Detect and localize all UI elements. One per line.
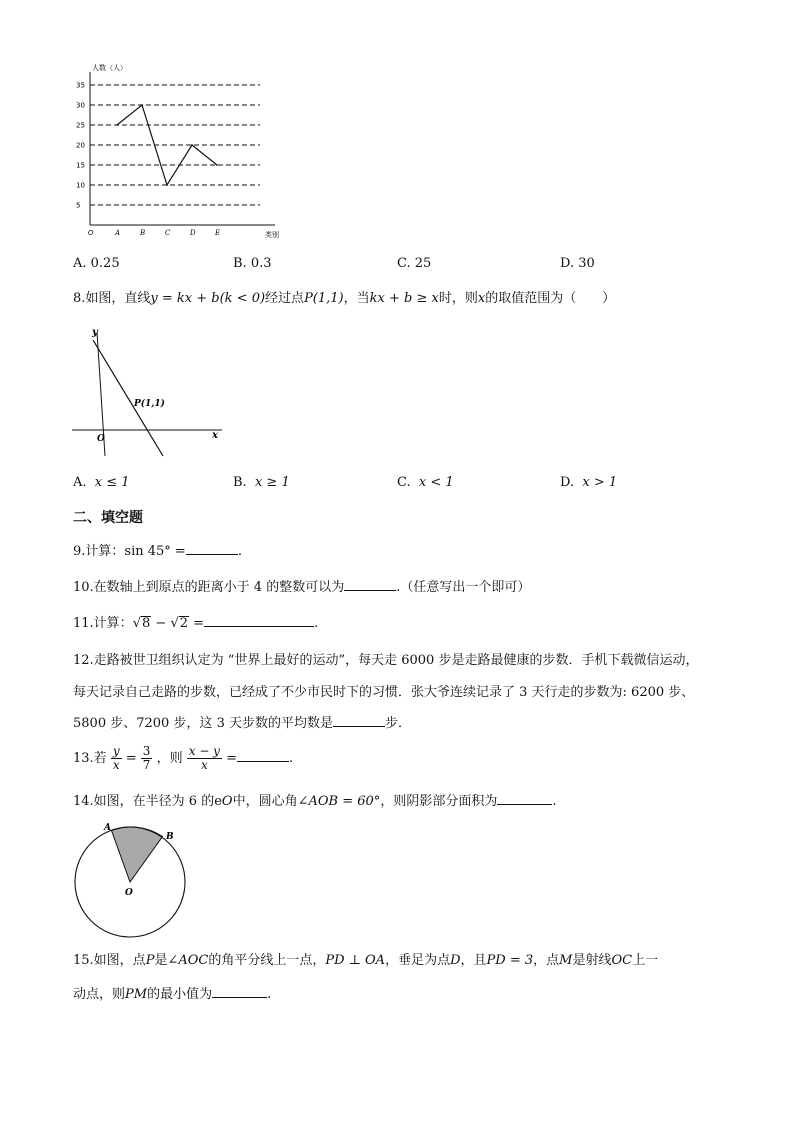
x-tick-label-d: D bbox=[190, 229, 196, 237]
y-tick-label: 25 bbox=[76, 121, 85, 130]
q12-line1: 12.走路被世卫组织认定为 “世界上最好的运动”，每天走 6000 步是走路最健康的步数．手机下载微信运动， bbox=[73, 653, 699, 668]
q13-blank[interactable] bbox=[237, 749, 289, 762]
q7-line-chart bbox=[70, 60, 290, 245]
x-tick-labels bbox=[114, 104, 220, 237]
q15-line2: 动点，则PM的最小值为 . bbox=[73, 987, 272, 1002]
q12-line3: 5800 步、7200 步，这 3 天步数的平均数是 步． bbox=[73, 716, 411, 731]
q7-option-c[interactable]: C. 25 bbox=[397, 256, 432, 271]
q9: 9.计算：sin 45° = . bbox=[73, 544, 242, 559]
y-tick-label: 35 bbox=[76, 81, 85, 90]
q7-option-d[interactable]: D. 30 bbox=[560, 256, 595, 271]
q10-blank[interactable] bbox=[344, 578, 396, 591]
q13-frac-xy-over-x: $\frac{x - y}{x}$ bbox=[188, 744, 220, 772]
q8-graph bbox=[70, 322, 230, 462]
q9-blank[interactable] bbox=[186, 542, 238, 555]
y-tick-label: 10 bbox=[76, 181, 85, 190]
q14-label-o: O bbox=[125, 888, 133, 898]
q8-point-label: P(1,1) bbox=[134, 399, 165, 409]
q11: 11.计算：√8 − √2 = . bbox=[73, 616, 319, 631]
x-tick-label-b: B bbox=[140, 229, 146, 237]
q8-x-label: x bbox=[212, 430, 218, 441]
q8-y-label: y bbox=[92, 327, 98, 338]
q15-line1: 15.如图，点P是∠AOC的角平分线上一点，PD ⊥ OA，垂足为点D，且PD = 3，点M是射线OC上一 bbox=[73, 953, 659, 968]
q14-label-b: B bbox=[166, 832, 174, 842]
q8-option-b[interactable]: B. x ≥ 1 bbox=[233, 475, 290, 490]
chart-gridlines bbox=[90, 85, 260, 205]
chart-ylabel: 人数（人） bbox=[92, 64, 127, 72]
x-tick-label-a: A bbox=[115, 229, 121, 237]
q8-option-c[interactable]: C. x < 1 bbox=[397, 475, 454, 490]
y-tick-label: 20 bbox=[76, 141, 85, 150]
q14-circle-figure bbox=[70, 820, 195, 945]
q8-stem: 8.如图，直线y = kx + b(k < 0)经过点P(1,1)，当kx + b ≥ x时，则x的取值范围为（ ） bbox=[73, 291, 616, 306]
q12-line2: 每天记录自己走路的步数，已经成了不少市民时下的习惯．张大爷连续记录了 3 天行走的步数为: 6200 步、 bbox=[73, 685, 695, 700]
section-title: 二、填空题 bbox=[73, 510, 143, 526]
q13-frac-3-over-7: $\frac{3}{7}$ bbox=[142, 744, 151, 772]
q14-blank[interactable] bbox=[497, 792, 552, 805]
q12-blank[interactable] bbox=[333, 714, 385, 727]
y-tick-label: 5 bbox=[76, 201, 81, 210]
q8-option-d[interactable]: D. x > 1 bbox=[560, 475, 618, 490]
chart-origin: O bbox=[88, 229, 94, 237]
q14: 14.如图，在半径为 6 的eO中，圆心角∠AOB = 60°，则阴影部分面积为 . bbox=[73, 794, 557, 809]
q11-blank[interactable] bbox=[204, 614, 314, 627]
y-tick-label: 30 bbox=[76, 101, 85, 110]
y-tick-label: 15 bbox=[76, 161, 85, 170]
q7-option-b[interactable]: B. 0.3 bbox=[233, 256, 272, 271]
x-tick-label-e: E bbox=[215, 229, 221, 237]
y-tick-labels bbox=[76, 82, 85, 210]
q13: 13.若 $\frac{y}{x}$ = $\frac{3}{7}$ ，则 $\frac{x - y}{x}$ = . bbox=[73, 744, 294, 772]
q7-option-a[interactable]: A. 0.25 bbox=[73, 256, 120, 271]
q14-label-a: A bbox=[104, 823, 111, 833]
q14-shaded-sector bbox=[112, 827, 163, 882]
q8-origin-label: O bbox=[97, 434, 105, 444]
q8-option-a[interactable]: A. x ≤ 1 bbox=[73, 475, 130, 490]
q13-frac-y-over-x: $\frac{y}{x}$ bbox=[112, 744, 120, 772]
chart-xlabel: 类别 bbox=[265, 231, 279, 239]
x-tick-label-c: C bbox=[165, 229, 171, 237]
q10: 10.在数轴上到原点的距离小于 4 的整数可以为 .（任意写出一个即可） bbox=[73, 580, 531, 595]
q15-blank[interactable] bbox=[212, 985, 267, 998]
